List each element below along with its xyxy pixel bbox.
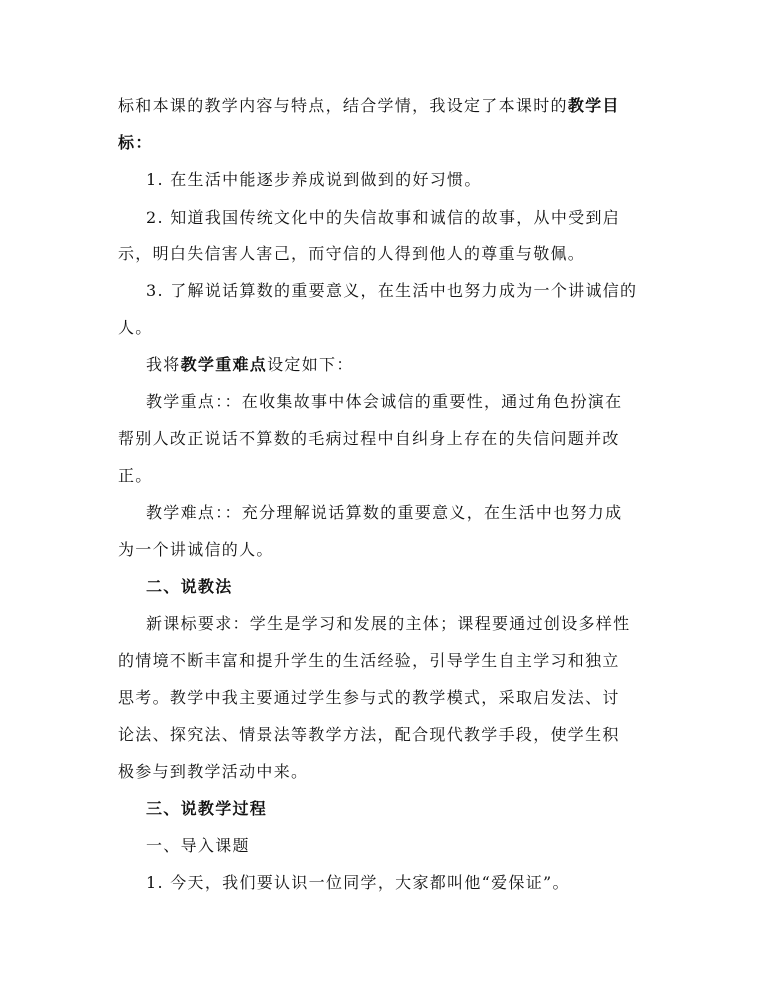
section-heading: 二、说教法 [146,577,233,596]
bold-term: 教学目 [567,96,620,115]
paragraph-line: 思考。教学中我主要通过学生参与式的教学模式，采取启发法、讨 [118,688,620,707]
goal-item-3: 3. 了解说话算数的重要意义，在生活中也努力成为一个讲诚信的 [146,281,638,300]
method-paragraph: 新课标要求：学生是学习和发展的主体；课程要通过创设多样性 [146,614,631,633]
goal-item-2: 2. 知道我国传统文化中的失信故事和诚信的故事，从中受到启 [146,208,621,227]
paragraph-line: 标和本课的教学内容与特点，结合学情，我设定了本课时的教学目 [118,96,620,115]
paragraph-line: 为一个讲诚信的人。 [118,540,274,559]
section-heading: 三、说教学过程 [146,799,268,818]
bold-term: 标 [118,133,136,152]
difficulty-paragraph: 教学难点：：充分理解说话算数的重要意义，在生活中也努力成 [146,503,623,522]
paragraph-line: 人。 [118,318,153,337]
key-points-intro: 我将教学重难点设定如下： [146,355,354,374]
key-point-paragraph: 教学重点：：在收集故事中体会诚信的重要性，通过角色扮演在 [146,392,623,411]
paragraph-line: 的情境不断丰富和提升学生的生活经验，引导学生自主学习和独立 [118,651,620,670]
process-item-1: 1. 今天，我们要认识一位同学，大家都叫他“爱保证”。 [146,873,570,892]
paragraph-line: 极参与到教学活动中来。 [118,762,309,781]
paragraph-line: 示，明白失信害人害己，而守信的人得到他人的尊重与敬佩。 [118,244,586,263]
paragraph-line: 正。 [118,466,153,485]
goal-item-1: 1. 在生活中能逐步养成说到做到的好习惯。 [146,170,482,189]
subsection-heading: 一、导入课题 [146,836,250,855]
bold-term: 教学重难点 [180,355,268,374]
paragraph-line: 标： [118,133,153,152]
paragraph-line: 论法、探究法、情景法等教学方法，配合现代教学手段，使学生积 [118,725,620,744]
paragraph-line: 帮别人改正说话不算数的毛病过程中自纠身上存在的失信问题并改 [118,429,620,448]
